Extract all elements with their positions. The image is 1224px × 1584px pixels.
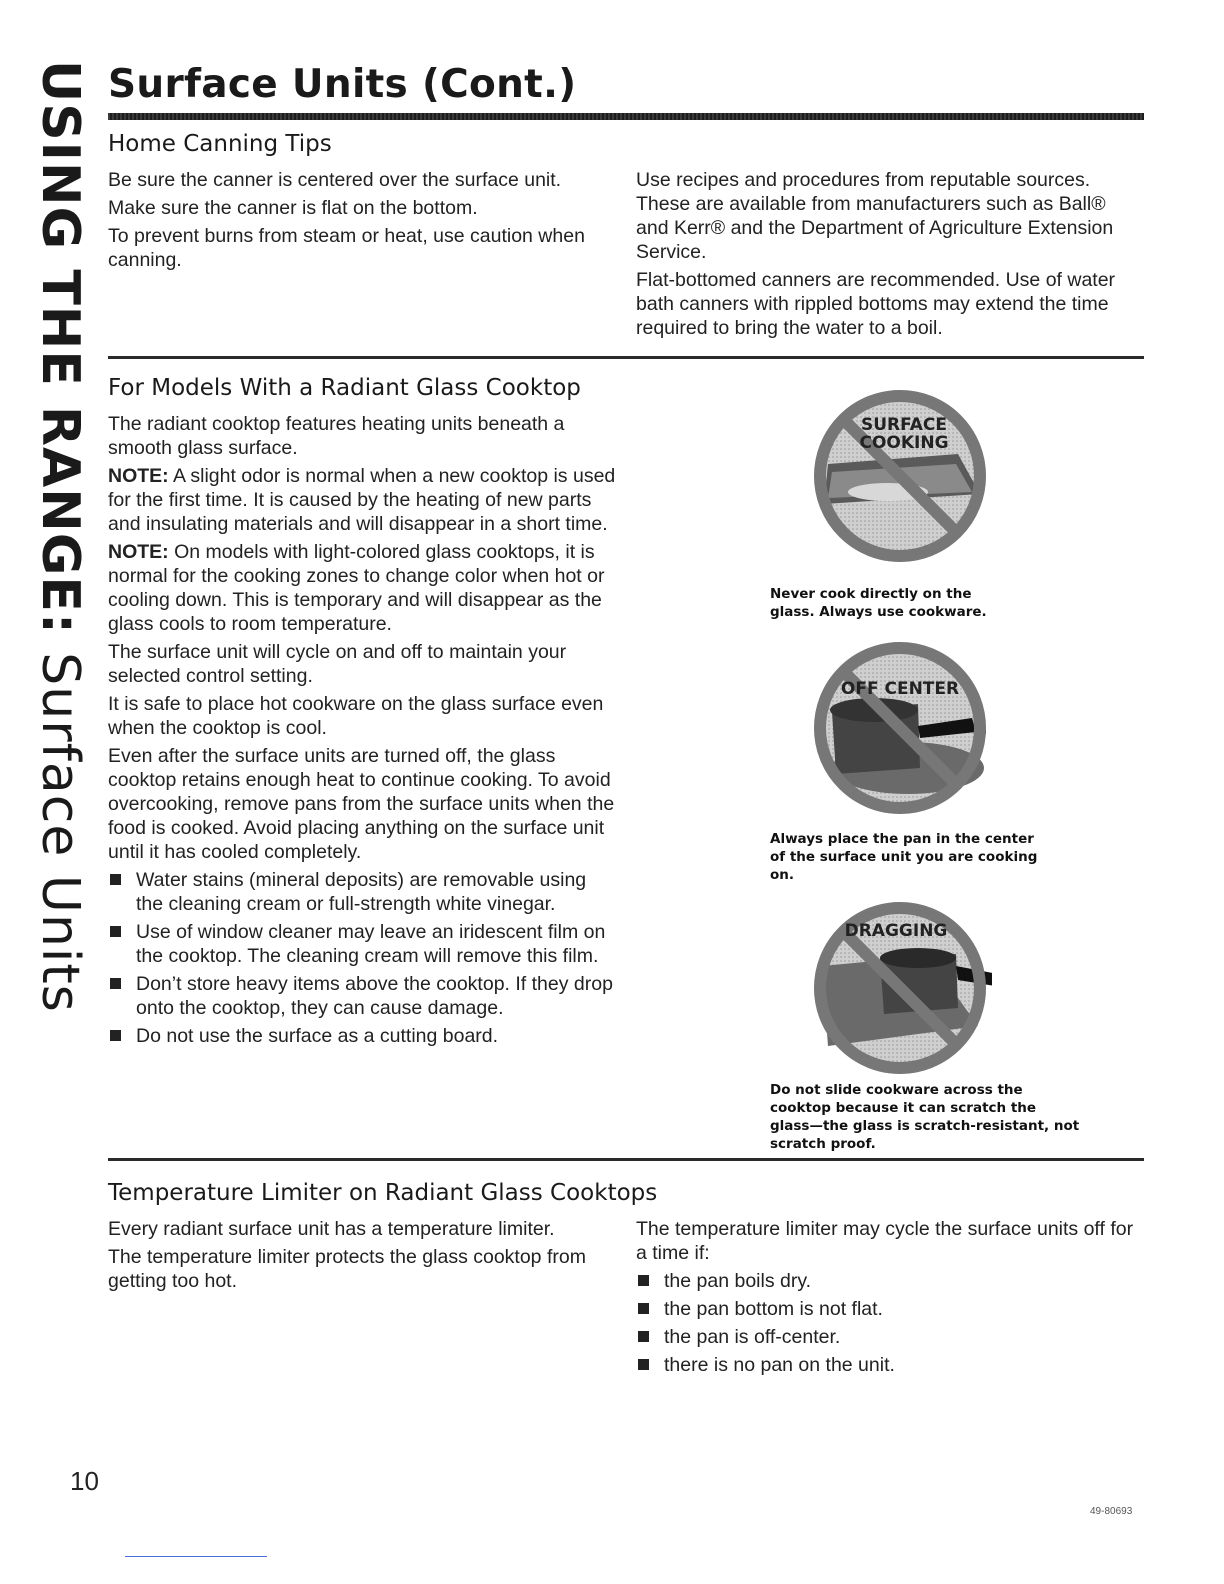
radiant-heading: For Models With a Radiant Glass Cooktop [108,375,581,401]
limiter-bullet-list [636,1269,1136,1377]
radiant-text-column [108,412,618,1052]
off-center-illustration [808,636,992,820]
section-divider [108,356,1144,359]
limiter-right-column [636,1217,1136,1381]
home-canning-heading: Home Canning Tips [108,131,332,157]
note-text: A slight odor is normal when a new cooktop is used for the first time. It is caused by the heating of new parts and insulating materials and will disappear in a short time. [108,465,616,535]
limiter-left-column [108,1217,608,1297]
paragraph: To prevent burns from steam or heat, use caution when canning. [108,225,585,271]
paragraph: Even after the surface units are turned off, the glass cooktop retains enough heat to continue cooking. To avoid overcooking, remove pans from the surface units when the food is cooked. Avoid placing anything on the surface unit until it has cooled completely. [108,745,615,863]
surface-cooking-illustration [808,384,992,568]
list-item: there is no pan on the unit. [636,1353,1136,1377]
paragraph: Every radiant surface unit has a temperature limiter. [108,1218,555,1240]
no-sign-icon [808,384,992,568]
paragraph: Be sure the canner is centered over the surface unit. [108,169,562,191]
note-label: NOTE: [108,465,169,487]
page-title: Surface Units (Cont.) [108,62,577,107]
note-paragraph [108,540,618,636]
paragraph: Make sure the canner is flat on the bottom. [108,197,478,219]
home-canning-left-column [108,168,608,276]
label: OFF CENTER [840,679,960,699]
note-text: On models with light-colored glass cooktops, it is normal for the cooking zones to change color when hot or cooling down. This is temporary and will disappear as the glass cools to room temperature. [108,541,605,635]
paragraph: The surface unit will cycle on and off to maintain your selected control setting. [108,641,567,687]
list-item: the pan bottom is not flat. [636,1297,1136,1321]
label: DRAGGING [844,921,948,941]
side-tab [12,60,92,1013]
side-tab-subsection: Surface Units [30,634,90,1013]
no-sign-icon [808,636,992,820]
paragraph: It is safe to place hot cookware on the glass surface even when the cooktop is cool. [108,693,604,739]
note-paragraph [108,464,618,536]
no-sign-icon [808,896,992,1080]
section-divider [108,1158,1144,1161]
limiter-heading: Temperature Limiter on Radiant Glass Cooktops [108,1180,658,1206]
list-item: Water stains (mineral deposits) are removable using the cleaning cream or full-strength white vinegar. [108,868,618,916]
page-number: 10 [70,1466,99,1496]
off-center-caption: Always place the pan in the center of the surface unit you are cooking on. [770,831,1038,883]
list-item: Do not use the surface as a cutting board. [108,1024,618,1048]
label: SURFACE [860,415,948,435]
home-canning-right-column [636,168,1136,344]
document-code: 49-80693 [1090,1506,1133,1517]
list-item: Don’t store heavy items above the cooktop. If they drop onto the cooktop, they can cause damage. [108,972,618,1020]
paragraph: Use recipes and procedures from reputable sources. These are available from manufacturers such as Ball® and Kerr® and the Department of Agriculture Extension Service. [636,169,1114,263]
dragging-illustration [808,896,992,1080]
paragraph: Flat-bottomed canners are recommended. Use of water bath canners with rippled bottoms may extend the time required to bring the water to a boil. [636,269,1116,339]
paragraph: The radiant cooktop features heating units beneath a smooth glass surface. [108,413,565,459]
paragraph: The temperature limiter protects the glass cooktop from getting too hot. [108,1246,586,1292]
title-rule [108,113,1144,120]
list-item: Use of window cleaner may leave an iridescent film on the cooktop. The cleaning cream will remove this film. [108,920,618,968]
list-item: the pan boils dry. [636,1269,1136,1293]
note-label: NOTE: [108,541,169,563]
radiant-bullet-list [108,868,618,1048]
dragging-caption: Do not slide cookware across the cooktop because it can scratch the glass—the glass is scratch-resistant, not scratch proof. [770,1082,1080,1152]
paragraph: The temperature limiter may cycle the surface units off for a time if: [636,1218,1134,1264]
list-item: the pan is off-center. [636,1325,1136,1349]
label: COOKING [859,433,949,453]
side-tab-section: USING THE RANGE: [30,60,90,635]
footer-link-underline [125,1556,267,1557]
surface-cooking-caption: Never cook directly on the glass. Always use cookware. [770,586,987,620]
